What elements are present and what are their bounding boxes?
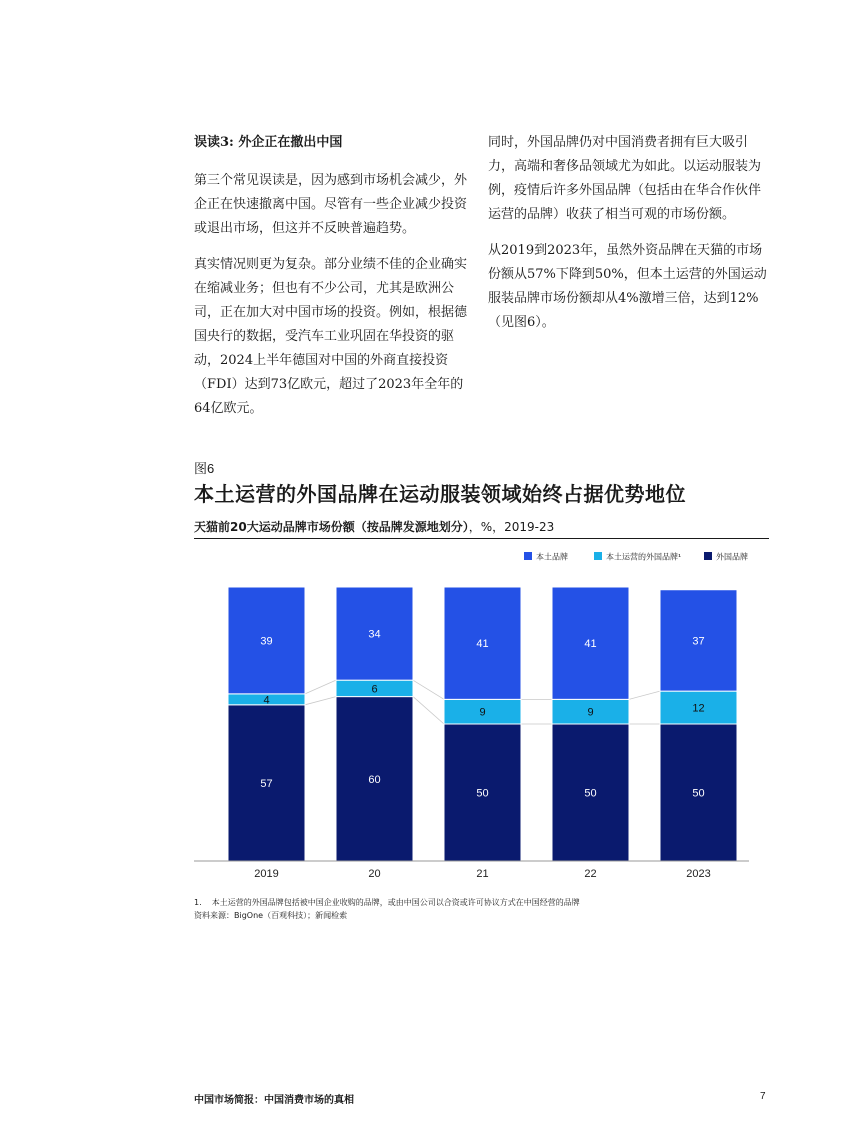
connector-line: [413, 680, 444, 699]
data-label: 9: [479, 706, 486, 719]
legend-label: 本土品牌: [536, 552, 568, 562]
footnote: 1. 本土运营的外国品牌包括被中国企业收购的品牌，或由中国公司以合资或许可协议方式在中国经营的品牌: [194, 898, 580, 907]
stacked-bar-chart: [194, 540, 769, 885]
section-heading: 误读3: 外企正在撤出中国: [194, 135, 343, 150]
connector-line: [413, 697, 444, 724]
connector-line: [305, 697, 336, 705]
data-label: 6: [371, 683, 378, 696]
connector-line: [305, 680, 336, 694]
chart-bars: [228, 587, 737, 861]
data-label: 41: [476, 638, 489, 651]
page-number: 7: [760, 1091, 766, 1102]
data-label: 57: [260, 777, 273, 790]
data-label: 60: [368, 773, 381, 786]
data-label: 12: [692, 702, 705, 715]
left-text-column: [194, 131, 474, 433]
data-label: 50: [584, 787, 597, 800]
paragraph: 第三个常见误读是，因为感到市场机会减少，外企正在快速撤离中国。尽管有一些企业减少投资或退出市场，但这并不反映普遍趋势。: [194, 173, 468, 236]
chart-subtitle-units: ，%，2019-23: [468, 520, 555, 534]
legend-swatch: [704, 552, 712, 560]
chart-legend: [524, 552, 748, 562]
data-label: 4: [263, 694, 270, 707]
data-label: 37: [692, 635, 705, 648]
data-label: 34: [368, 628, 381, 641]
data-label: 9: [587, 706, 594, 719]
connector-line: [629, 691, 660, 699]
source-note: 资料来源：BigOne（百观科技）；新闻检索: [194, 911, 348, 920]
legend-swatch: [524, 552, 532, 560]
figure-title: 本土运营的外国品牌在运动服装领域始终占据优势地位: [194, 482, 686, 506]
chart-subtitle: [194, 518, 769, 539]
x-tick-label: 21: [476, 868, 489, 880]
chart-subtitle-bold: 天猫前20大运动品牌市场份额（按品牌发源地划分）: [194, 520, 469, 534]
x-tick-label: 2023: [686, 868, 711, 880]
paragraph: 同时，外国品牌仍对中国消费者拥有巨大吸引力，高端和奢侈品领域尤为如此。以运动服装为例，疫情后许多外国品牌（包括由在华合作伙伴运营的品牌）收获了相当可观的市场份额。: [488, 135, 762, 222]
paragraph: 真实情况则更为复杂。部分业绩不佳的企业确实在缩减业务；但也有不少公司，尤其是欧洲公司，正在加大对中国市场的投资。例如，根据德国央行的数据，受汽车工业巩固在华投资的驱动，2024上半年德国对中国的外商直接投资（FDI）达到73亿欧元，超过了2023年全年的64亿欧元。: [194, 257, 468, 416]
data-label: 39: [260, 635, 273, 648]
data-label: 41: [584, 638, 597, 651]
figure-label: 图6: [194, 461, 215, 476]
x-tick-label: 22: [584, 868, 597, 880]
legend-label: 外国品牌: [716, 552, 748, 562]
chart-notes: [194, 896, 580, 922]
right-text-column: [488, 131, 773, 347]
legend-label: 本土运营的外国品牌¹: [606, 552, 682, 562]
legend-swatch: [594, 552, 602, 560]
paragraph: 从2019到2023年，虽然外资品牌在天猫的市场份额从57%下降到50%，但本土运营的外国运动服装品牌市场份额却从4%激增三倍，达到12%（见图6）。: [488, 243, 767, 330]
data-label: 50: [476, 787, 489, 800]
x-tick-label: 2019: [254, 868, 279, 880]
x-tick-label: 20: [368, 868, 381, 880]
footer-title: 中国市场简报：中国消费市场的真相: [194, 1095, 354, 1106]
x-axis-ticks: [254, 868, 710, 880]
data-label: 50: [692, 787, 705, 800]
